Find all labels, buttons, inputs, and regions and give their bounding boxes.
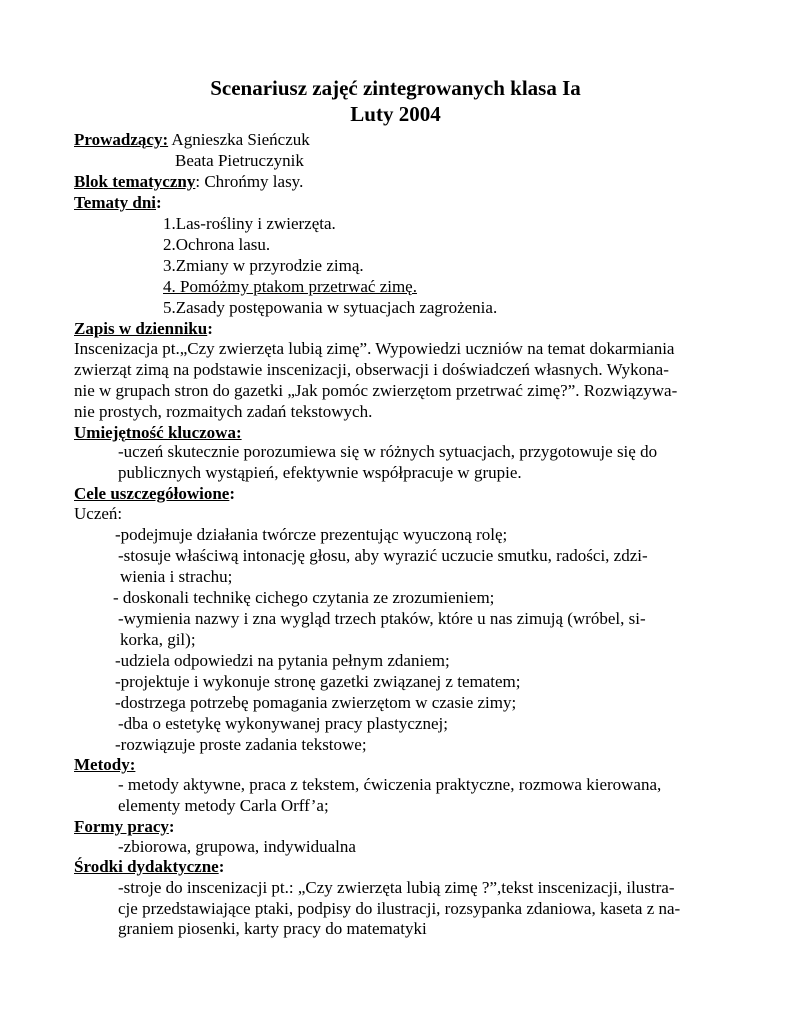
zapis-heading <box>74 318 213 339</box>
zapis-text-line: nie w grupach stron do gazetki „Jak pomóc zwierzętom przetrwać zimę?”. Rozwiązywa- <box>74 381 678 400</box>
goal-item: -wymienia nazwy i zna wygląd trzech ptaków, które u nas zimują (wróbel, si- <box>118 609 646 628</box>
topic-item-current: 4. Pomóżmy ptakom przetrwać zimę. <box>163 277 417 296</box>
cele-intro: Uczeń: <box>74 504 123 523</box>
topic-item: 2.Ochrona lasu. <box>163 235 271 254</box>
zapis-label: Zapis w dzienniku <box>74 319 208 338</box>
srodki-heading <box>74 856 224 877</box>
goal-item-continuation: wienia i strachu; <box>120 567 233 586</box>
goal-item: -podejmuje działania twórcze prezentując wyuczoną rolę; <box>115 525 508 544</box>
formy-text-line: -zbiorowa, grupowa, indywidualna <box>118 837 356 856</box>
goal-item: -dba o estetykę wykonywanej pracy plastycznej; <box>118 714 448 733</box>
metody-heading <box>74 754 135 775</box>
zapis-text-line: zwierząt zimą na podstawie inscenizacji, obserwacji i doświadczeń własnych. Wykona- <box>74 360 669 379</box>
blok-line <box>74 171 303 192</box>
tematy-label: Tematy dni <box>74 193 157 212</box>
umiejetnosc-text-line: publicznych wystąpień, efektywnie współpracuje w grupie. <box>118 463 522 482</box>
formy-colon: : <box>168 817 175 836</box>
tematy-heading <box>74 192 162 213</box>
metody-label: Metody: <box>74 755 136 774</box>
formy-label: Formy pracy <box>74 817 169 836</box>
srodki-colon: : <box>218 857 225 876</box>
formy-heading <box>74 816 175 837</box>
cele-colon: : <box>229 484 235 503</box>
metody-text-line: elementy metody Carla Orff’a; <box>118 796 329 815</box>
zapis-text-line: nie prostych, rozmaitych zadań tekstowych. <box>74 402 373 421</box>
topic-item: 1.Las-rośliny i zwierzęta. <box>163 214 336 233</box>
umiejetnosc-text-line: -uczeń skutecznie porozumiewa się w różnych sytuacjach, przygotowuje się do <box>118 442 658 461</box>
blok-value: Chrońmy lasy. <box>204 172 304 191</box>
srodki-text-line: cje przedstawiające ptaki, podpisy do ilustracji, rozsypanka zdaniowa, kaseta z na- <box>118 899 681 918</box>
goal-item: -rozwiązuje proste zadania tekstowe; <box>115 735 367 754</box>
prowadzacy-line <box>74 129 310 150</box>
goal-item: -stosuje właściwą intonację głosu, aby wyrazić uczucie smutku, radości, zdzi- <box>118 546 648 565</box>
blok-colon: : <box>195 172 201 191</box>
srodki-text-line: -stroje do inscenizacji pt.: „Czy zwierzęta lubią zimę ?”,tekst inscenizacji, ilustra- <box>118 878 675 897</box>
goal-item: -udziela odpowiedzi na pytania pełnym zdaniem; <box>115 651 450 670</box>
teacher-name: Beata Pietruczynik <box>175 151 304 170</box>
zapis-text-line: Inscenizacja pt.„Czy zwierzęta lubią zimę”. Wypowiedzi uczniów na temat dokarmiania <box>74 339 675 358</box>
metody-text-line: - metody aktywne, praca z tekstem, ćwiczenia praktyczne, rozmowa kierowana, <box>118 775 662 794</box>
srodki-text-line: graniem piosenki, karty pracy do matematyki <box>118 919 427 938</box>
zapis-colon: : <box>207 319 213 338</box>
goal-item: - doskonali technikę cichego czytania ze zrozumieniem; <box>113 588 495 607</box>
cele-heading <box>74 483 235 504</box>
umiejetnosc-heading <box>74 422 242 443</box>
goal-item: -dostrzega potrzebę pomagania zwierzętom w czasie zimy; <box>115 693 517 712</box>
document-title: Scenariusz zajęć zintegrowanych klasa Ia <box>210 76 581 100</box>
teacher-name: Agnieszka Sieńczuk <box>171 130 310 149</box>
topic-item: 5.Zasady postępowania w sytuacjach zagrożenia. <box>163 298 498 317</box>
blok-label: Blok tematyczny <box>74 172 196 191</box>
goal-item: -projektuje i wykonuje stronę gazetki związanej z tematem; <box>115 672 521 691</box>
goal-item-continuation: korka, gil); <box>120 630 196 649</box>
prowadzacy-label: Prowadzący: <box>74 130 169 149</box>
topic-item: 3.Zmiany w przyrodzie zimą. <box>163 256 364 275</box>
cele-label: Cele uszczegółowione <box>74 484 230 503</box>
umiejetnosc-label: Umiejętność kluczowa: <box>74 423 242 442</box>
tematy-colon: : <box>156 193 162 212</box>
document-date: Luty 2004 <box>350 102 441 126</box>
srodki-label: Środki dydaktyczne <box>74 857 219 876</box>
